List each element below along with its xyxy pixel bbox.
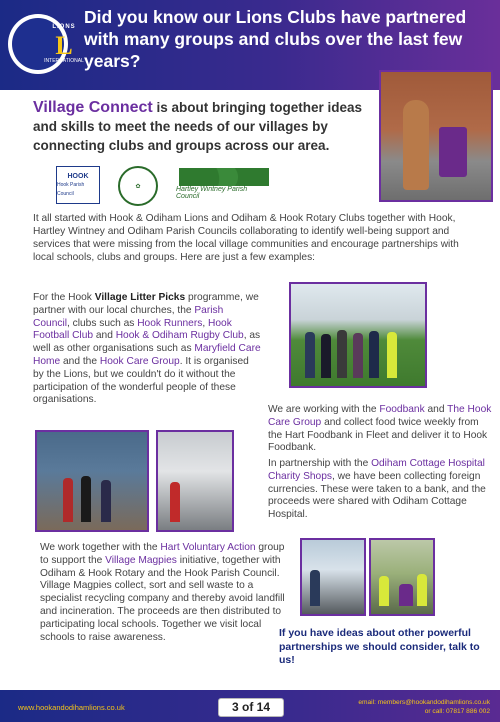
link-village-magpies: Village Magpies bbox=[105, 554, 177, 566]
footer-bar bbox=[0, 690, 500, 722]
magpies-car-photo bbox=[300, 538, 366, 616]
village-connect-name: Village Connect bbox=[33, 99, 153, 116]
lions-logo bbox=[8, 14, 84, 74]
website-link[interactable]: www.hookandodihamlions.co.uk bbox=[18, 703, 125, 712]
odiham-parish-seal-logo: ✿ bbox=[118, 166, 158, 206]
litter-pick-group-photo bbox=[289, 282, 427, 388]
hook-parish-council-logo: HOOK Hook Parish Council bbox=[56, 166, 100, 204]
link-charity-shops: Odiham Cottage Hospital Charity Shops bbox=[268, 458, 485, 482]
link-rugby-club: Hook & Odiham Rugby Club bbox=[115, 330, 244, 342]
village-magpies-paragraph: We work together with the Hart Voluntary Action group to support the Village Magpies initiative, together with Odiham & Hook Rotary and the Hook Parish Council. Village Magpies collect, sort and sell waste to a specialist recycling company and thereby avoid landfill and incineration. The proceeds are then distributed to participating local schools. Together we visit local schools to raise awareness. bbox=[40, 542, 285, 643]
page-title: Did you know our Lions Clubs have partnered with many groups and clubs over the last few years? bbox=[84, 7, 467, 71]
foodbank-paragraph: We are working with the Foodbank and The Hook Care Group and collect food twice weekly from the Hart Foodbank in Fleet and deliver it to Hook Foodbank. bbox=[268, 404, 492, 454]
phone-number: or call: 07817 886 002 bbox=[424, 708, 490, 715]
link-hook-football-club: Hook Football Club bbox=[33, 317, 232, 342]
link-foodbank: Foodbank bbox=[379, 404, 425, 415]
food-delivery-car-photo bbox=[156, 430, 234, 532]
intro-paragraph: It all started with Hook & Odiham Lions and Odiham & Hook Rotary Clubs together with Hook, Hartley Wintney and Odiham Parish Councils collaborating to identify well-being support and services that were missing from the local village communities and encourage partnerships with local schools, clubs and groups. Here are just a few examples: bbox=[33, 213, 459, 263]
link-hook-runners: Hook Runners bbox=[137, 317, 203, 329]
page-indicator: 3 of 14 bbox=[218, 698, 284, 717]
charity-shops-paragraph: In partnership with the Odiham Cottage Hospital Charity Shops, we have been collecting foreign currencies. These were taken to a bank, and the proceeds were shared with Odiham Cottage Hospital. bbox=[268, 458, 486, 521]
logo-bottom-text: INTERNATIONAL bbox=[44, 58, 84, 64]
logo-letter: L bbox=[55, 31, 73, 60]
foodbank-shelves-photo bbox=[35, 430, 149, 532]
link-the-hook-care-group: The Hook Care Group bbox=[268, 404, 492, 428]
school-visit-photo bbox=[369, 538, 435, 616]
email-link[interactable]: email: members@hookandodihamlions.co.uk bbox=[358, 699, 490, 706]
hartley-wintney-logo: Hartley Wintney Parish Council bbox=[176, 166, 271, 202]
call-to-action: If you have ideas about other powerful partnerships we should consider, talk to us! bbox=[279, 627, 480, 666]
litter-pick-paragraph: For the Hook Village Litter Picks programme, we partner with our local churches, the Parish Council, clubs such as Hook Runners, Hook Football Club and Hook & Odiham Rugby Club, as well as other organisations such as Maryfield Care Home and the Hook Care Group. It is organised by the Lions, but we couldn't do it without the participation of the wonderful people of these organisations. bbox=[33, 292, 261, 406]
logo-top-text: LIONS bbox=[52, 24, 76, 30]
village-connect-headline: Village Connect is about bringing together ideas and skills to meet the needs of our villages by connecting clubs and groups across our area. bbox=[33, 99, 362, 153]
link-parish-council: Parish Council bbox=[33, 304, 224, 329]
mascot-bin-photo bbox=[379, 70, 493, 202]
link-hart-voluntary-action: Hart Voluntary Action bbox=[160, 542, 256, 553]
link-maryfield-care-home: Maryfield Care Home bbox=[33, 343, 261, 367]
link-hook-care-group: Hook Care Group bbox=[99, 355, 180, 367]
contact-info bbox=[358, 698, 490, 716]
